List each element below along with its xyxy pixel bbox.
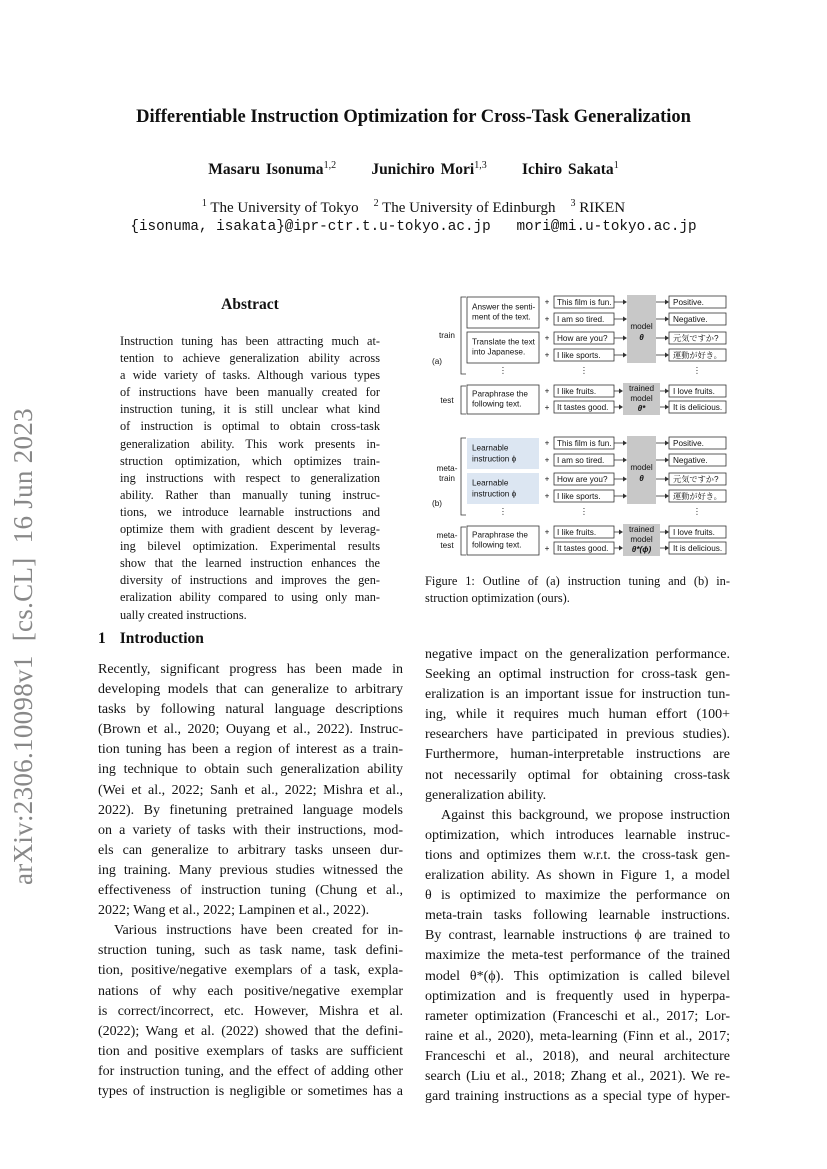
body-line: tasks by following natural language descriptions xyxy=(98,702,403,718)
author-affiliation-mark: 1 xyxy=(613,160,619,171)
email: mori@mi.u-tokyo.ac.jp xyxy=(516,219,697,235)
body-line: eralization ability. As shown in Figure 1, a model xyxy=(425,868,730,884)
ellipsis-dots: ⋮ xyxy=(579,507,589,516)
body-line: struction tuning, such as task name, task defini- xyxy=(98,943,403,959)
output-text: It is delicious. xyxy=(673,544,723,553)
output-text: 元気ですか? xyxy=(673,475,719,484)
test-label: test xyxy=(440,396,454,405)
output-text: Negative. xyxy=(673,456,708,465)
body-line: types of instruction is negligible or sometimes has a xyxy=(98,1083,403,1099)
body-line: optimization and is frequently used in hyperpa- xyxy=(425,988,730,1004)
figure-1-diagram xyxy=(425,290,730,560)
affiliation-list xyxy=(0,198,827,217)
body-line: Franceschi et al., 2018), and neural architecture xyxy=(425,1048,730,1064)
instruction-text: Learnable xyxy=(472,443,509,453)
body-line: ing technique to obtain such generalization ability xyxy=(98,762,403,778)
meta-train-label: meta- xyxy=(436,464,458,473)
body-line: rameter optimization (Franceschi et al., 2017; Lor- xyxy=(425,1008,730,1024)
input-text: I like sports. xyxy=(557,492,601,501)
instruction-text: instruction ϕ xyxy=(472,489,517,499)
body-line: Seeking an optimal instruction for cross-task gen- xyxy=(425,667,730,683)
body-line: negative impact on the generalization performance. xyxy=(425,647,730,662)
output-text: It is delicious. xyxy=(673,403,723,412)
model-label: model xyxy=(630,322,653,331)
body-line: eralization is an important issue for instruction tun- xyxy=(425,687,730,703)
output-text: 運動が好き。 xyxy=(673,492,722,501)
body-line: tion tuning has been a region of interest as a train- xyxy=(98,742,403,758)
trained-model-label: model xyxy=(630,394,653,403)
output-text: Positive. xyxy=(673,439,704,448)
body-line: is correct/incorrect, etc. However, Mishra et al. xyxy=(98,1003,403,1019)
body-line: search (Liu et al., 2018; Zhang et al., 2021). We re- xyxy=(425,1068,730,1084)
section-heading xyxy=(98,630,204,648)
abstract-line: eralization ability compared to using only man- xyxy=(120,590,380,605)
instruction-text: into Japanese. xyxy=(472,347,526,357)
panel-b-label: (b) xyxy=(431,499,443,508)
model-theta: θ xyxy=(639,474,644,483)
body-line: (Brown et al., 2020; Ouyang et al., 2022). Instruc- xyxy=(98,722,403,738)
abstract-line: ability. Rather than manually tuning instruc- xyxy=(120,487,380,502)
body-line: Recently, significant progress has been made in xyxy=(98,662,403,677)
affiliation-name: RIKEN xyxy=(579,200,626,216)
output-text: 運動が好き。 xyxy=(673,351,722,360)
body-line: researchers have participated in previous studies). xyxy=(425,727,730,743)
plus-sign: + xyxy=(544,544,550,553)
body-line: meta-train tasks following learnable instructions. xyxy=(425,908,730,924)
plus-sign: + xyxy=(544,386,550,396)
section-number: 1 xyxy=(98,630,106,647)
abstract-line: Instruction tuning has been attracting much at- xyxy=(120,334,380,348)
instruction-text: following text. xyxy=(472,399,522,409)
meta-train-label: train xyxy=(439,474,455,483)
arxiv-stamp: arXiv:2306.10098v1 [cs.CL] 16 Jun 2023 xyxy=(8,408,38,885)
abstract-line: show that the learned instruction enhances the xyxy=(120,556,380,571)
abstract-body xyxy=(120,333,380,624)
ellipsis-dots: ⋮ xyxy=(498,507,508,516)
body-line: effectiveness of instruction tuning (Chung et al., xyxy=(98,883,403,899)
affiliation-name: The University of Tokyo xyxy=(210,200,359,216)
abstract-line: struction optimization, which optimizes train- xyxy=(120,453,380,468)
plus-sign: + xyxy=(544,438,550,448)
email-list xyxy=(0,219,827,235)
train-label: train xyxy=(439,331,455,340)
input-text: It tastes good. xyxy=(557,544,609,553)
body-line: θ is optimized to maximize the performance on xyxy=(425,888,730,904)
plus-sign: + xyxy=(544,491,550,501)
author-name: Junichiro Mori xyxy=(371,161,475,179)
ellipsis-dots: ⋮ xyxy=(692,366,702,375)
body-line: 2022). By finetuning pretrained language models xyxy=(98,802,403,818)
input-text: I am so tired. xyxy=(557,315,605,324)
intro-left-column xyxy=(98,660,403,1102)
author-affiliation-mark: 1,3 xyxy=(474,160,487,171)
body-line: (Wei et al., 2022; Sanh et al., 2022; Mishra et al., xyxy=(98,782,403,798)
email: {isonuma, isakata}@ipr-ctr.t.u-tokyo.ac.jp xyxy=(130,219,491,235)
input-text: How are you? xyxy=(557,334,608,343)
panel-a-label: (a) xyxy=(431,357,443,366)
abstract-line: ing instructions with respect to generalization xyxy=(120,470,380,485)
figure-1-caption xyxy=(425,573,730,607)
body-line: By contrast, learnable instructions ϕ are trained to xyxy=(425,928,730,944)
instruction-text: instruction ϕ xyxy=(472,454,517,464)
body-line: on a variety of tasks with their instructions, mod- xyxy=(98,822,403,838)
meta-test-label: test xyxy=(440,541,454,550)
body-line: for instruction tuning, and the effect of adding other xyxy=(98,1063,403,1079)
trained-model-theta: θ*(ϕ) xyxy=(631,545,652,554)
plus-sign: + xyxy=(544,333,550,343)
body-line: 2022; Wang et al., 2022; Lampinen et al., 2022). xyxy=(98,903,370,919)
trained-model-theta: θ* xyxy=(637,404,646,413)
input-text: I am so tired. xyxy=(557,456,605,465)
abstract-line: of instruction is optimal to obtain cross-task xyxy=(120,419,380,434)
plus-sign: + xyxy=(544,527,550,537)
input-text: I like sports. xyxy=(557,351,601,360)
body-line: maximize the meta-test performance of the trained xyxy=(425,948,730,964)
plus-sign: + xyxy=(544,403,550,412)
author-list xyxy=(0,160,827,179)
input-text: I like fruits. xyxy=(557,387,597,396)
model-theta: θ xyxy=(639,333,644,342)
abstract-line: ing bilevel optimization. Experimental results xyxy=(120,539,380,554)
output-text: 元気ですか? xyxy=(673,334,719,343)
affiliation-name: The University of Edinburgh xyxy=(382,200,556,216)
affiliation-mark: 3 xyxy=(570,198,576,209)
input-text: This film is fun. xyxy=(557,439,612,448)
instruction-text: Learnable xyxy=(472,478,509,488)
instruction-text: Answer the senti- xyxy=(472,302,536,312)
author-name: Ichiro Sakata xyxy=(521,161,614,179)
author-affiliation-mark: 1,2 xyxy=(323,160,337,171)
body-line: tion, positive/negative exemplars of a task, expla- xyxy=(98,963,403,979)
body-line: tion and positive exemplars of tasks are sufficient xyxy=(98,1043,403,1059)
instruction-text: following text. xyxy=(472,540,522,550)
body-line: not necessarily optimal for obtaining cross-task xyxy=(425,767,730,783)
intro-right-column xyxy=(425,645,730,1107)
body-line: Against this background, we propose instruction xyxy=(441,807,730,823)
abstract-line: tention to achieve generalization ability across xyxy=(120,351,380,366)
input-text: How are you? xyxy=(557,475,608,484)
input-text: I like fruits. xyxy=(557,528,597,537)
trained-model-label: trained xyxy=(628,384,655,393)
abstract-line: diversity of instructions and improves the gen- xyxy=(120,573,380,588)
abstract-heading: Abstract xyxy=(221,296,279,313)
body-line: (2022); Wang et al. (2022) showed that the defini- xyxy=(98,1023,403,1039)
plus-sign: + xyxy=(544,474,550,484)
abstract-line: optimize them with gradient descent by leverag- xyxy=(120,522,380,537)
body-line: ing, while it requires much human effort (100+ xyxy=(425,707,730,723)
body-line: model θ*(ϕ). This optimization is called bilevel xyxy=(425,968,730,984)
output-text: Negative. xyxy=(673,315,708,324)
trained-model-label: model xyxy=(630,535,653,544)
meta-test-label: meta- xyxy=(436,531,458,540)
instruction-text: Paraphrase the xyxy=(472,389,528,399)
body-line: gard training instructions as a special type of hyper- xyxy=(425,1089,730,1105)
body-line: generalization ability. xyxy=(425,787,547,803)
abstract-line: instruction tuning, it is still unclear what kind xyxy=(120,402,380,417)
plus-sign: + xyxy=(544,314,550,324)
section-title: Introduction xyxy=(119,630,204,647)
ellipsis-dots: ⋮ xyxy=(498,366,508,375)
body-line: optimization, which introduces learnable instruc- xyxy=(425,827,730,843)
body-line: tions and optimizes them w.r.t. the cross-task gen- xyxy=(425,847,730,863)
abstract-line: a wide variety of tasks. Although various types xyxy=(120,368,380,383)
input-text: This film is fun. xyxy=(557,298,612,307)
output-text: Positive. xyxy=(673,298,704,307)
abstract-line: tions, we introduce learnable instructions and xyxy=(120,504,380,519)
body-line: ing training. Many previous studies witnessed the xyxy=(98,862,403,878)
author-name: Masaru Isonuma xyxy=(208,161,324,179)
caption-line: struction optimization (ours). xyxy=(425,591,570,606)
input-text: It tastes good. xyxy=(557,403,609,412)
output-text: I love fruits. xyxy=(673,387,715,396)
plus-sign: + xyxy=(544,297,550,307)
trained-model-label: trained xyxy=(628,525,655,534)
body-line: raine et al., 2020), meta-learning (Finn et al., 2017; xyxy=(425,1028,730,1044)
output-text: I love fruits. xyxy=(673,528,715,537)
ellipsis-dots: ⋮ xyxy=(692,507,702,516)
affiliation-mark: 1 xyxy=(201,198,207,209)
body-line: Furthermore, human-interpretable instructions are xyxy=(425,747,730,763)
abstract-line: ually created instructions. xyxy=(120,607,247,622)
body-line: developing models that can generalize to arbitrary xyxy=(98,682,403,698)
paper-title: Differentiable Instruction Optimization for Cross-Task Generalization xyxy=(136,107,691,127)
model-label: model xyxy=(630,463,653,472)
plus-sign: + xyxy=(544,455,550,465)
plus-sign: + xyxy=(544,350,550,360)
instruction-text: Translate the text xyxy=(472,337,535,347)
affiliation-mark: 2 xyxy=(373,198,379,209)
caption-line: Figure 1: Outline of (a) instruction tuning and (b) in- xyxy=(425,574,730,588)
instruction-text: Paraphrase the xyxy=(472,530,528,540)
abstract-line: generalization ability. This work presents in- xyxy=(120,436,380,451)
instruction-text: ment of the text. xyxy=(472,312,531,322)
body-line: nations of why each positive/negative exemplar xyxy=(98,983,403,999)
body-line: Various instructions have been created for in- xyxy=(114,923,403,939)
body-line: els can generalize to arbitrary tasks unseen dur- xyxy=(98,842,403,858)
ellipsis-dots: ⋮ xyxy=(579,366,589,375)
abstract-line: of instructions have been manually created for xyxy=(120,385,380,400)
